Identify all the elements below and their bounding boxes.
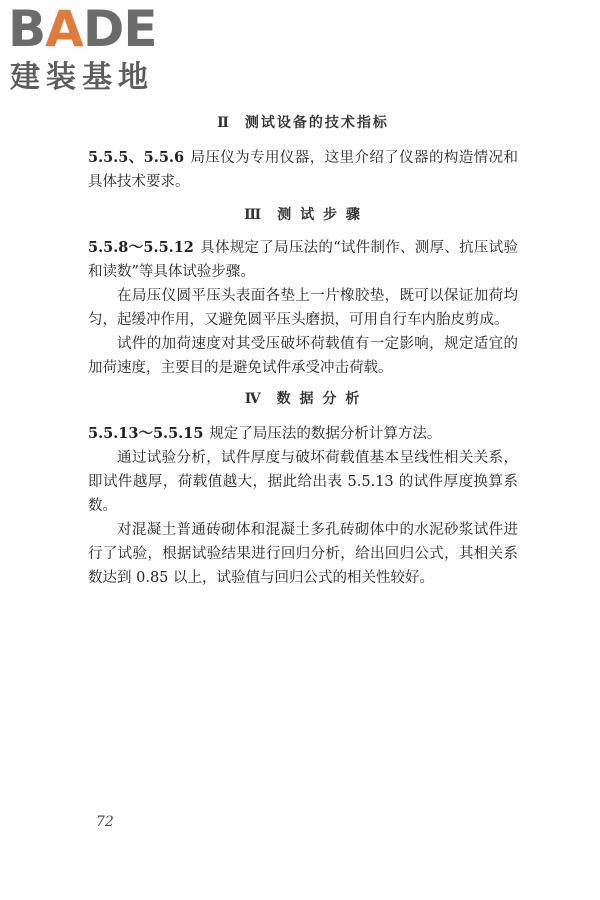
logo-wordmark (8, 0, 157, 58)
paragraph: 对混凝土普通砖砌体和混凝土多孔砖砌体中的水泥砂浆试件进行了试验，根据试验结果进行回归分析，给出回归公式，其相关系数达到 0.85 以上，试验值与回归公式的相关性较好。 (88, 522, 518, 586)
section-numeral: Ⅱ (217, 115, 229, 131)
logo-subtitle: 建装基地 (10, 60, 154, 95)
logo (8, 0, 178, 95)
page-number: 72 (96, 814, 114, 830)
logo-wordmark-right: DE (82, 0, 157, 58)
clause-number: 5.5.5、5.5.6 (88, 149, 185, 166)
logo-wordmark-accent: A (45, 0, 83, 58)
paragraph-text: 具体规定了局压法的“试件制作、测厚、抗压试验和读数”等具体试验步骤。 (88, 240, 518, 280)
section-numeral: Ⅳ (244, 391, 261, 407)
section-heading-3 (88, 204, 518, 224)
paragraph (88, 422, 518, 446)
section-heading-4 (88, 388, 518, 408)
logo-wordmark-left: B (8, 0, 46, 58)
paragraph: 试件的加荷速度对其受压破坏荷载值有一定影响，规定适宜的加荷速度，主要目的是避免试件承受冲击荷载。 (88, 336, 518, 376)
paragraph-text: 规定了局压法的数据分析计算方法。 (209, 426, 442, 442)
section-title: 测试设备的技术指标 (244, 115, 389, 131)
paragraph (88, 146, 518, 194)
document-page (88, 104, 518, 590)
paragraph-text: 局压仪为专用仪器，这里介绍了仪器的构造情况和具体技术要求。 (88, 150, 518, 190)
paragraph (88, 236, 518, 284)
clause-number: 5.5.8～5.5.12 (88, 239, 194, 256)
paragraph: 在局压仪圆平压头表面各垫上一片橡胶垫，既可以保证加荷均匀，起缓冲作用，又避免圆平压头磨损，可用自行车内胎皮剪成。 (88, 288, 518, 328)
section-numeral: Ⅲ (244, 207, 262, 223)
section-title: 数 据 分 析 (276, 391, 362, 407)
paragraph: 通过试验分析，试件厚度与破坏荷载值基本呈线性相关关系，即试件越厚，荷载值越大，据此给出表 5.5.13 的试件厚度换算系数。 (88, 450, 518, 514)
section-heading-2 (88, 112, 518, 132)
section-title: 测 试 步 骤 (277, 207, 362, 223)
clause-number: 5.5.13～5.5.15 (88, 425, 204, 442)
